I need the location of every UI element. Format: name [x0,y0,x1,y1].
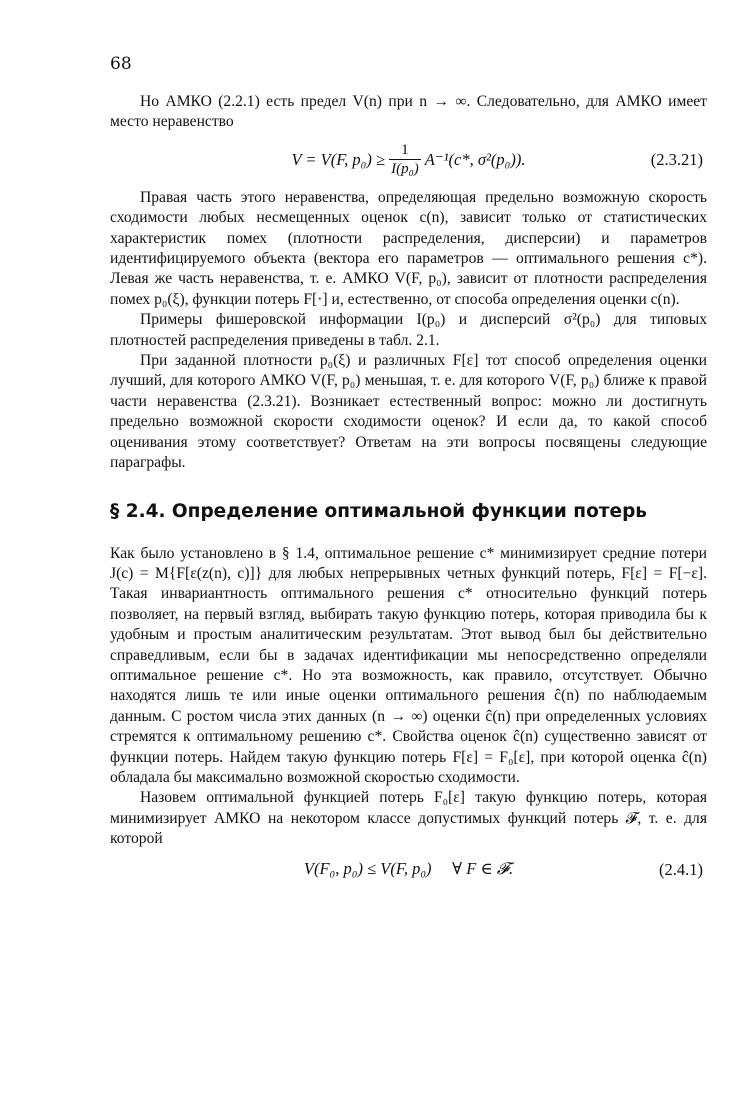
paragraph: Правая часть этого неравенства, определяющая предельно возможную скорость сходимости любых несмещенных оценок c(n), зависит только от статистических характеристик помех (плотности распределения, дисперсии) и параметров идентифицируемого объекта (вектора его параметров — оптимального решения c*). Левая же часть неравенства, т. е. АМКО V(F, p₀), зависит от плотности распределения помех p₀(ξ), функции потерь F[·] и, естественно, от способа определения оценки c(n). [110,188,707,308]
page-content [110,92,707,891]
paragraph: Как было установлено в § 1.4, оптимальное решение c* минимизирует средние потери J(c) = M{F[ε(z(n), c)]} для любых непрерывных четных функций потерь, F[ε] = F[−ε]. Такая инвариантность оптимального решения c* относительно функций потерь позволяет, на первый взгляд, выбирать такую функцию потерь, которая приводила бы к удобным и простым аналитическим результатам. Этот вывод был бы действительно справедливым, если бы в задачах идентификации мы непосредственно определяли оптимальное решение c*. Но эта возможность, как правило, отсутствует. Обычно находятся лишь те или иные оценки оптимального решения ĉ(n) по наблюдаемым данным. С ростом числа этих данных (n → ∞) оценки ĉ(n) при определенных условиях стремятся к оптимальному решению c*. Свойства оценок ĉ(n) существенно зависят от функции потерь. Найдем такую функцию потерь F[ε] = F₀[ε], при которой оценка ĉ(n) обладала бы максимально возможной скоростью сходимости. [110,544,707,786]
paragraph: Но АМКО (2.2.1) есть предел V(n) при n → ∞. Следовательно, для АМКО имеет место неравенство [110,93,707,131]
equation-2-4-1 [110,853,707,887]
equation-lhs: V = V(F, p₀) ≥ [291,149,386,169]
equation-2-3-21 [110,136,707,184]
equation-rhs: A⁻¹(c*, σ²(p₀)). [424,149,526,169]
equation-expression: V(F₀, p₀) ≤ V(F, p₀) ∀ F ∈ 𝓕. [303,859,514,879]
paragraph: Примеры фишеровской информации I(p₀) и дисперсий σ²(p₀) для типовых плотностей распределения приведены в табл. 2.1. [110,311,707,349]
page-number: 68 [110,54,132,74]
section-heading: § 2.4. Определение оптимальной функции потерь [110,500,648,522]
fraction-numerator: 1 [401,142,409,159]
paragraph: Назовем оптимальной функцией потерь F₀[ε] такую функцию потерь, которая минимизирует АМКО на некотором классе допустимых функций потерь 𝓕, т. е. для которой [110,789,707,848]
paragraph: При заданной плотности p₀(ξ) и различных F[ε] тот способ определения оценки лучший, для которого АМКО V(F, p₀) меньшая, т. е. для которого V(F, p₀) ближе к правой части неравенства (2.3.21). Возникает естественный вопрос: можно ли достигнуть предельно возможной скорости сходимости оценок? И если да, то какой способ оценивания этому соответствует? Ответам на эти вопросы посвящены следующие параграфы. [110,352,707,472]
equation-fraction [389,141,421,178]
equation-number: (2.3.21) [650,149,703,169]
fraction-denominator: I(p₀) [391,161,419,178]
equation-number: (2.4.1) [659,859,703,879]
